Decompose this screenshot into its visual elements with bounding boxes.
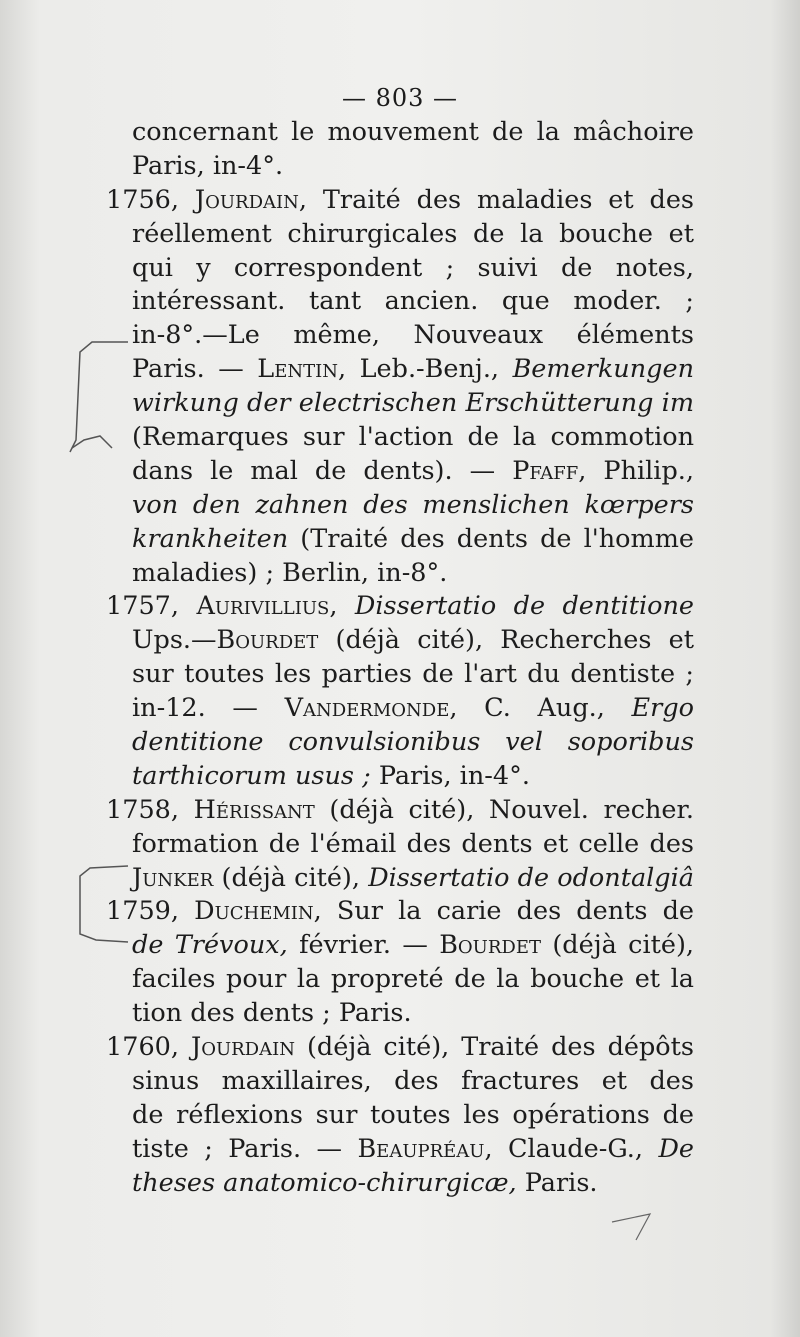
text-segment: (déjà cité), Traité des dépôts — [306, 1032, 694, 1063]
text-segment: Paris. — — [132, 354, 258, 385]
text-segment: (déjà cité), — [552, 930, 694, 961]
text-segment: (Remarques sur l'action de la commotion — [132, 422, 694, 453]
text-segment: , Philip., — [578, 455, 694, 486]
title-italic: de Trévoux, — [132, 930, 288, 961]
text-segment: tiste ; Paris. — — [132, 1133, 358, 1164]
title-italic: dentitione convulsionibus vel soporibus — [132, 727, 694, 758]
author-name: Pfaff — [512, 455, 579, 486]
text-segment: qui y correspondent ; suivi de notes, — [132, 252, 694, 283]
text-segment: sur toutes les parties de l'art du dentiste ; — [132, 659, 694, 690]
text-segment: in-12. — — [132, 693, 285, 724]
author-name: Hérissant — [193, 794, 315, 825]
author-name: Junker — [132, 862, 214, 893]
text-segment: , Traité des maladies et des — [298, 184, 694, 215]
title-italic: Dissertatio de dentitione — [354, 591, 694, 622]
author-name: Jourdain — [190, 1032, 295, 1063]
text-segment: Paris, in-4°. — [132, 150, 284, 181]
text-segment: maladies) ; Berlin, in-8°. — [132, 557, 448, 588]
text-segment: (déjà cité), Recherches et — [335, 625, 694, 656]
text-segment: (Traité des dents de l'homme — [300, 523, 694, 554]
text-segment: intéressant. tant ancien. que moder. ; — [132, 286, 694, 317]
title-italic: Dissertatio de odontalgiâ — [368, 862, 694, 893]
text-segment: concernant le mouvement de la mâchoire — [132, 117, 694, 147]
title-italic: wirkung der electrischen Erschütterung im — [132, 388, 694, 419]
page-number: — 803 — — [341, 84, 459, 112]
text-segment: , Leb.-Benj., — [337, 354, 513, 385]
title-italic: krankheiten — [132, 523, 289, 554]
text-segment: février. — — [287, 930, 440, 961]
title-italic: von den zahnen des menslichen kœrpers — [132, 489, 694, 520]
text-segment: , C. Aug., — [449, 693, 632, 724]
text-segment: tion des dents ; Paris. — [132, 998, 412, 1029]
text-segment: 1760, — [106, 1032, 191, 1063]
title-italic: Bemerkungen — [512, 354, 694, 385]
text-segment: in-8°.—Le même, Nouveaux éléments — [132, 320, 694, 351]
text-segment: Paris. — [516, 1167, 598, 1198]
text-segment: 1756, — [106, 184, 195, 215]
text-segment: 1757, — [106, 591, 197, 622]
text-segment: faciles pour la propreté de la bouche et la — [132, 964, 694, 995]
text-segment: , Sur la carie des dents de — [313, 896, 694, 927]
text-segment: (déjà cité), Nouvel. recher. — [329, 794, 694, 825]
author-name: Duchemin — [194, 896, 314, 927]
text-segment: (déjà cité), — [213, 862, 369, 893]
author-name: Lentin — [257, 354, 338, 385]
author-name: Aurivillius — [196, 591, 330, 622]
text-segment: réellement chirurgicales de la bouche et — [132, 218, 694, 249]
author-name: Jourdain — [194, 184, 299, 215]
author-name: Bourdet — [439, 930, 541, 961]
text-segment: 1758, — [106, 794, 194, 825]
text-segment: de réflexions sur toutes les opérations de — [132, 1099, 694, 1130]
text-segment: sinus maxillaires, des fractures et des — [132, 1065, 694, 1096]
title-italic: De — [658, 1133, 694, 1164]
title-italic: tarthicorum usus ; — [132, 760, 371, 791]
title-italic: theses anatomico-chirurgicæ, — [132, 1167, 517, 1198]
text-segment: Ups.— — [132, 625, 217, 656]
text-segment: dans le mal de dents). — — [132, 455, 513, 486]
title-italic: Ergo — [631, 693, 694, 724]
text-segment: formation de l'émail des dents et celle des — [132, 828, 694, 859]
author-name: Bourdet — [216, 625, 319, 656]
author-name: Beaupréau — [357, 1133, 485, 1164]
author-name: Vandermonde — [284, 693, 450, 724]
text-segment: , Claude-G., — [484, 1133, 659, 1164]
text-segment: Paris, in-4°. — [370, 760, 530, 791]
text-segment: , — [329, 591, 355, 622]
text-segment: 1759, — [106, 896, 195, 927]
